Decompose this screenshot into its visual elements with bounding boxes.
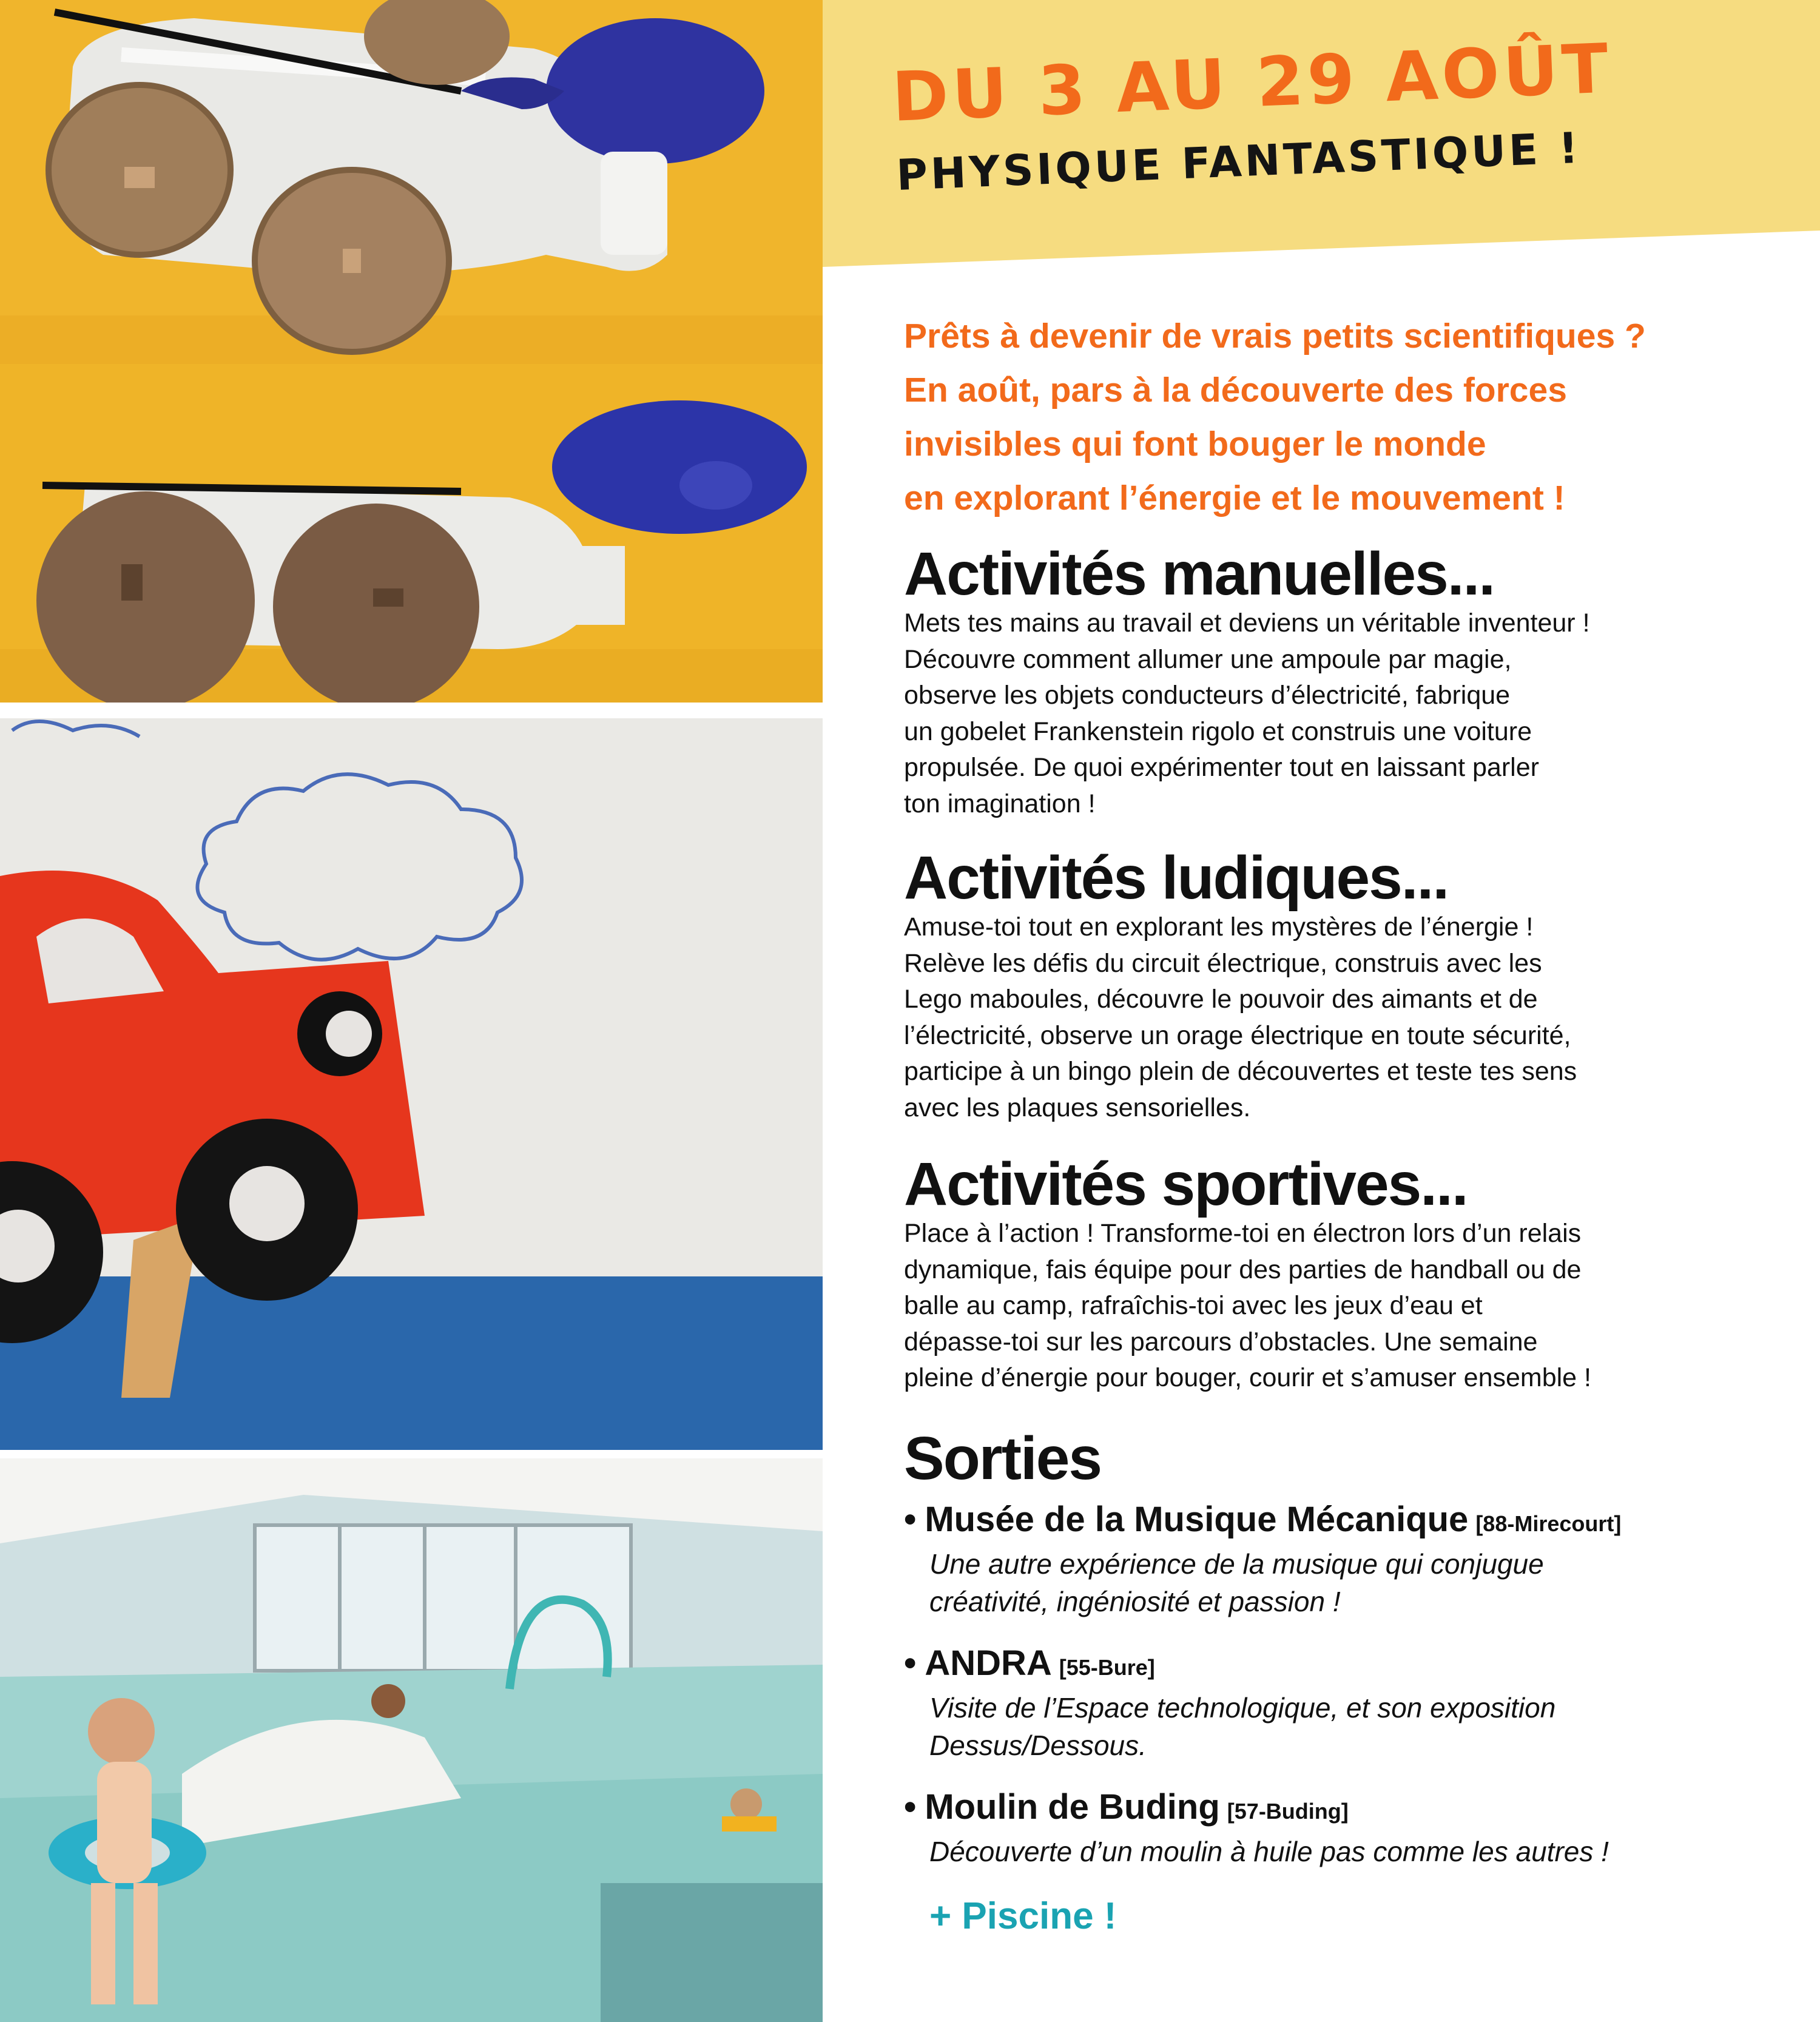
section-line: l’électricité, observe un orage électrique en toute sécurité, — [904, 1020, 1571, 1050]
section-playful-activities — [904, 846, 1802, 1126]
outing-location: [88-Mirecourt] — [1475, 1511, 1622, 1536]
section-sport-activities — [904, 1150, 1802, 1397]
intro-line: En août, pars à la découverte des forces — [904, 371, 1567, 409]
outing-item — [904, 1498, 1802, 1620]
section-line: Lego maboules, découvre le pouvoir des aimants et de — [904, 985, 1538, 1014]
section-line: un gobelet Frankenstein rigolo et construis une voiture — [904, 716, 1532, 746]
photo-bottle-car-top — [0, 0, 823, 364]
outing-heading — [904, 1642, 1802, 1689]
photo-paper-car — [0, 718, 823, 1450]
section-line: Amuse-toi tout en explorant les mystères de l’énergie ! — [904, 912, 1534, 942]
outing-desc-line: Dessus/Dessous. — [929, 1729, 1147, 1761]
pool-extra: + Piscine ! — [929, 1895, 1117, 1937]
section-body — [904, 605, 1802, 822]
section-manual-activities — [904, 542, 1802, 822]
section-line: balle au camp, rafraîchis-toi avec les jeux d’eau et — [904, 1291, 1483, 1320]
section-line: participe à un bingo plein de découvertes et teste tes sens — [904, 1057, 1577, 1086]
header-theme: PHYSIQUE FANTASTIQUE ! — [895, 123, 1582, 200]
section-body — [904, 909, 1802, 1126]
section-line: Découvre comment allumer une ampoule par magie, — [904, 644, 1512, 674]
outing-desc-line: Une autre expérience de la musique qui conjugue — [929, 1548, 1544, 1580]
header-dates: DU 3 AU 29 AOÛT — [891, 29, 1614, 137]
outing-location: [57-Buding] — [1227, 1798, 1349, 1824]
section-outings — [904, 1424, 1802, 1938]
content-column — [904, 309, 1802, 1938]
section-line: Relève les défis du circuit électrique, construis avec les — [904, 948, 1542, 978]
section-line: dépasse-toi sur les parcours d’obstacles. Une semaine — [904, 1327, 1538, 1356]
section-line: pleine d’énergie pour bouger, courir et s’amuser ensemble ! — [904, 1363, 1591, 1392]
outings-title: Sorties — [904, 1424, 1102, 1492]
section-line: ton imagination ! — [904, 789, 1096, 818]
section-title: Activités sportives... — [904, 1150, 1468, 1218]
section-line: observe les objets conducteurs d’électricité, fabrique — [904, 681, 1511, 710]
section-line: Place à l’action ! Transforme-toi en électron lors d’un relais — [904, 1219, 1582, 1248]
section-line: dynamique, fais équipe pour des parties de handball ou de — [904, 1255, 1582, 1284]
bullet: • — [904, 1643, 917, 1683]
section-line: propulsée. De quoi expérimenter tout en laissant parler — [904, 753, 1539, 782]
outing-item — [904, 1786, 1802, 1870]
outing-description — [904, 1833, 1802, 1870]
outing-desc-line: Visite de l’Espace technologique, et son exposition — [929, 1691, 1556, 1724]
intro-line: en explorant l’énergie et le mouvement ! — [904, 479, 1565, 517]
photo-bottle-car-side — [0, 364, 823, 703]
outing-item — [904, 1642, 1802, 1764]
photo-swimming-pool — [0, 1458, 823, 2022]
outing-description — [904, 1689, 1802, 1764]
outing-desc-line: créativité, ingéniosité et passion ! — [929, 1585, 1341, 1617]
outing-heading — [904, 1786, 1802, 1833]
section-title: Activités ludiques... — [904, 844, 1449, 912]
bullet: • — [904, 1499, 917, 1539]
intro-text — [904, 309, 1802, 525]
outing-name: Moulin de Buding — [925, 1787, 1220, 1827]
outing-name: Musée de la Musique Mécanique — [925, 1499, 1469, 1539]
bullet: • — [904, 1787, 917, 1827]
outing-location: [55-Bure] — [1059, 1654, 1155, 1680]
outing-desc-line: Découverte d’un moulin à huile pas comme les autres ! — [929, 1835, 1609, 1867]
section-line: avec les plaques sensorielles. — [904, 1093, 1251, 1122]
section-body — [904, 1216, 1802, 1397]
outing-description — [904, 1545, 1802, 1620]
outing-heading — [904, 1498, 1802, 1545]
intro-line: invisibles qui font bouger le monde — [904, 425, 1486, 463]
section-line: Mets tes mains au travail et deviens un véritable inventeur ! — [904, 608, 1590, 638]
section-title: Activités manuelles... — [904, 540, 1495, 608]
intro-line: Prêts à devenir de vrais petits scientifiques ? — [904, 317, 1646, 356]
outing-name: ANDRA — [925, 1643, 1052, 1683]
